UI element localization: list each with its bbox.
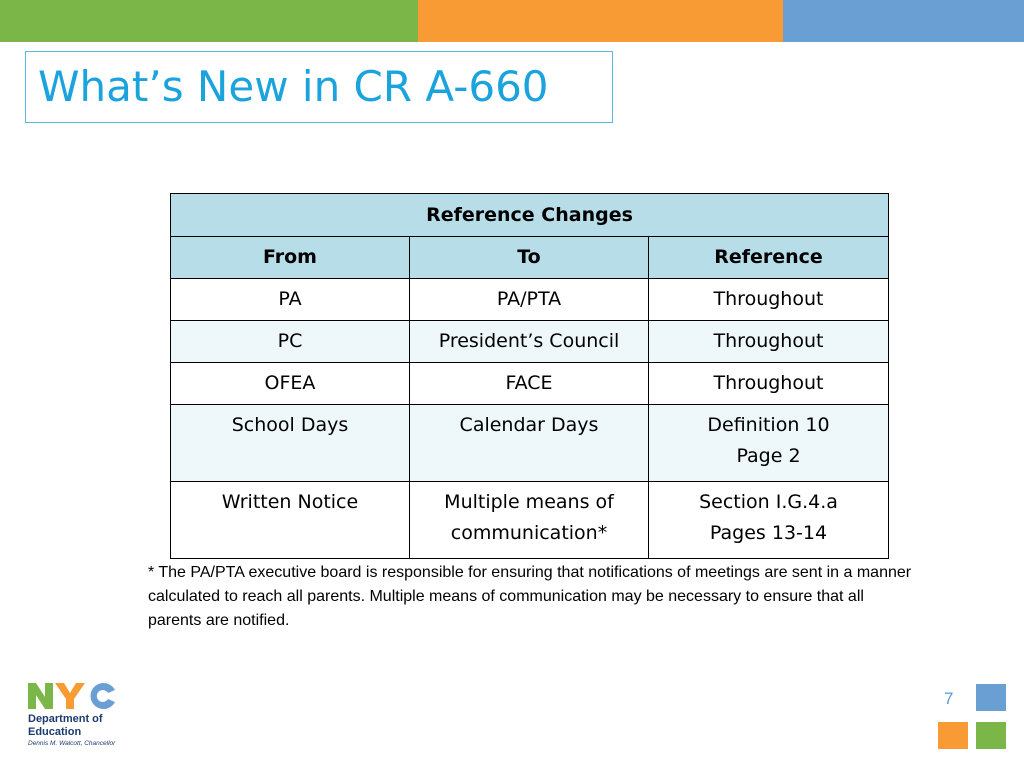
cell-from: Written Notice xyxy=(171,482,410,559)
cell-to-line1: Multiple means of xyxy=(444,491,614,513)
footnote: * The PA/PTA executive board is responsible for ensuring that notifications of meetings are sent in a manner calculated to reach all parents. Multiple means of communication may be necessary to ensure that all parents are notified. xyxy=(148,564,912,629)
table-row xyxy=(171,363,889,405)
cell-reference: Throughout xyxy=(649,279,889,321)
table-row xyxy=(171,405,889,482)
cell-to: President’s Council xyxy=(410,321,649,363)
title-box xyxy=(25,51,613,123)
table-row xyxy=(171,482,889,559)
table-caption-row xyxy=(171,194,889,237)
cell-to xyxy=(410,482,649,559)
corner-square-orange xyxy=(938,722,968,749)
cell-reference-line2: Page 2 xyxy=(736,445,801,467)
top-bar-green xyxy=(0,0,418,42)
logo-line-2: Education xyxy=(28,726,82,738)
cell-from: PC xyxy=(171,321,410,363)
cell-reference-line1: Definition 10 xyxy=(707,414,830,436)
cell-reference: Throughout xyxy=(649,321,889,363)
logo-line-1: Department of xyxy=(28,713,103,725)
cell-reference-line1: Section I.G.4.a xyxy=(699,491,838,513)
reference-changes-table xyxy=(170,193,889,559)
cell-reference: Throughout xyxy=(649,363,889,405)
table-caption: Reference Changes xyxy=(171,194,889,237)
cell-reference-line2: Pages 13-14 xyxy=(709,522,828,544)
slide-title: What’s New in CR A-660 xyxy=(38,62,549,111)
nyc-doe-logo xyxy=(27,682,147,752)
cell-reference xyxy=(649,405,889,482)
table-row xyxy=(171,321,889,363)
corner-square-blue xyxy=(976,684,1006,711)
top-bar-orange xyxy=(418,0,783,42)
corner-square-green xyxy=(976,722,1006,749)
page-number: 7 xyxy=(944,689,954,708)
cell-from: PA xyxy=(171,279,410,321)
cell-from: OFEA xyxy=(171,363,410,405)
nyc-logo-icon xyxy=(27,682,119,710)
logo-subtitle: Dennis M. Walcott, Chancellor xyxy=(28,740,116,747)
column-header-to: To xyxy=(410,237,649,279)
cell-to: FACE xyxy=(410,363,649,405)
table-header-row xyxy=(171,237,889,279)
column-header-reference: Reference xyxy=(649,237,889,279)
column-header-from: From xyxy=(171,237,410,279)
cell-to: Calendar Days xyxy=(410,405,649,482)
table-row xyxy=(171,279,889,321)
cell-from: School Days xyxy=(171,405,410,482)
cell-to: PA/PTA xyxy=(410,279,649,321)
cell-reference xyxy=(649,482,889,559)
top-color-bar xyxy=(0,0,1024,42)
cell-to-line2: communication* xyxy=(450,522,608,544)
top-bar-blue xyxy=(783,0,1024,42)
